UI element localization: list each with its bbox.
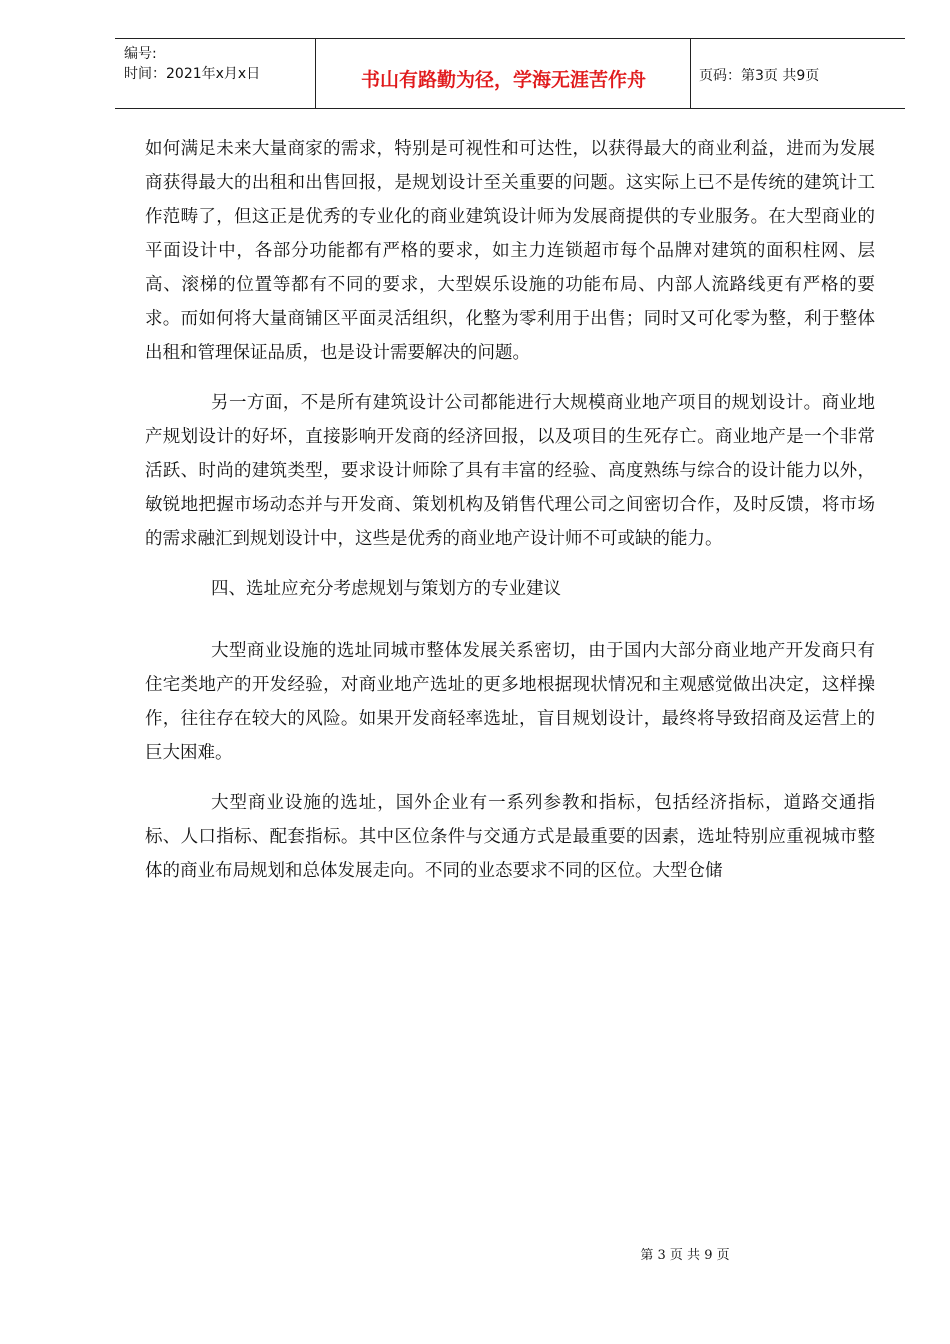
paragraph-3: 大型商业设施的选址同城市整体发展关系密切，由于国内大部分商业地产开发商只有住宅类地产的开发经验，对商业地产选址的更多地根据现状情况和主观感觉做出决定，这样操作，往往存在较大的风险。如果开发商轻率选址，盲目规划设计，最终将导致招商及运营上的巨大困难。 — [145, 641, 875, 763]
header-left-cell — [115, 39, 316, 108]
document-body — [145, 132, 875, 904]
number-label: 编号: — [124, 46, 157, 62]
paragraph-1: 如何满足未来大量商家的需求，特别是可视性和可达性，以获得最大的商业利益，进而为发展商获得最大的出租和出售回报，是规划设计至关重要的问题。这实际上已不是传统的建筑计工作范畴了，但这正是优秀的专业化的商业建筑设计师为发展商提供的专业服务。在大型商业的平面设计中，各部分功能都有严格的要求，如主力连锁超市每个品牌对建筑的面积柱网、层高、滚梯的位置等都有不同的要求，大型娱乐设施的功能布局、内部人流路线更有严格的要求。而如何将大量商铺区平面灵活组织，化整为零利用于出售；同时又可化零为整，利于整体出租和管理保证品质，也是设计需要解决的问题。 — [145, 139, 875, 363]
document-header — [115, 38, 905, 109]
section-heading: 四、选址应充分考虑规划与策划方的专业建议 — [211, 579, 561, 599]
header-right-cell — [691, 39, 905, 108]
page-info: 页码：第3页 共9页 — [699, 68, 820, 84]
page-footer: 第 3 页 共 9 页 — [640, 1248, 730, 1263]
paragraph-4: 大型商业设施的选址，国外企业有一系列参教和指标，包括经济指标，道路交通指标、人口指标、配套指标。其中区位条件与交通方式是最重要的因素，选址特别应重视城市整体的商业布局规划和总体发展走向。不同的业态要求不同的区位。大型仓储 — [145, 793, 875, 881]
motto-text: 书山有路勤为径，学海无涯苦作舟 — [360, 69, 646, 91]
header-middle-cell — [316, 39, 691, 108]
date-label: 时间：2021年x月x日 — [124, 66, 261, 82]
paragraph-2: 另一方面，不是所有建筑设计公司都能进行大规模商业地产项目的规划设计。商业地产规划设计的好坏，直接影响开发商的经济回报，以及项目的生死存亡。商业地产是一个非常活跃、时尚的建筑类型，要求设计师除了具有丰富的经验、高度熟练与综合的设计能力以外，敏锐地把握市场动态并与开发商、策划机构及销售代理公司之间密切合作，及时反馈，将市场的需求融汇到规划设计中，这些是优秀的商业地产设计师不可或缺的能力。 — [145, 393, 875, 549]
